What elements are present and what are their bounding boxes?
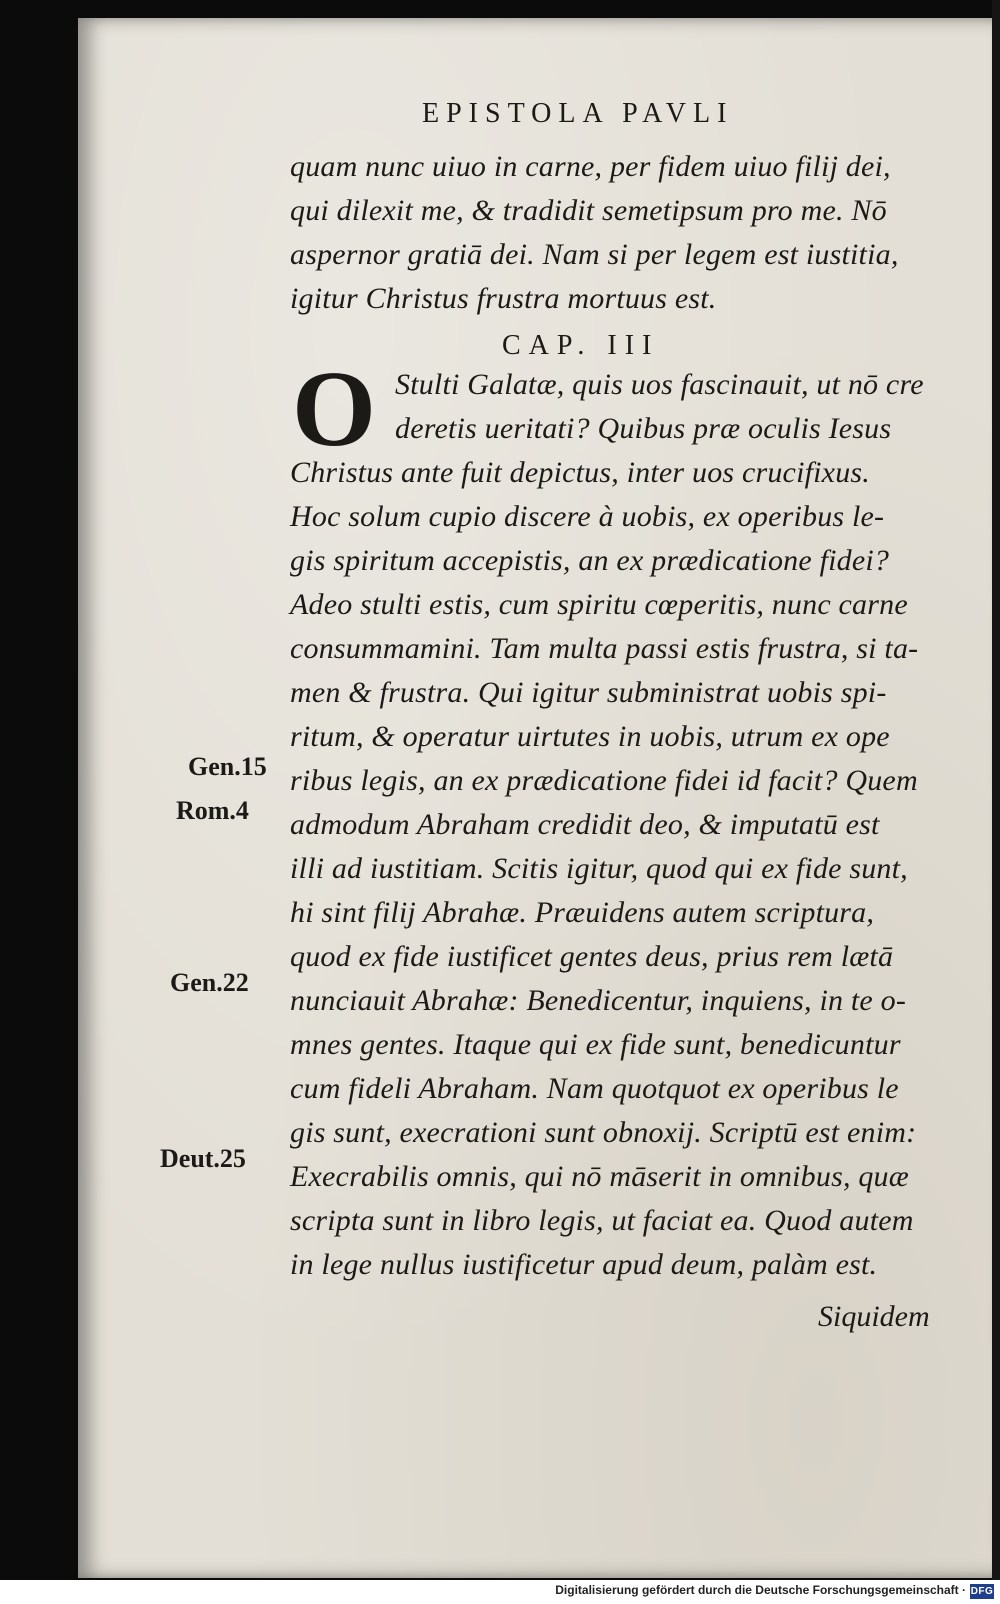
text-line: scripta sunt in libro legis, ut faciat ea. Quod autem (290, 1204, 914, 1237)
dfg-logo-icon: DFG (970, 1586, 994, 1597)
text-line: hi sint filij Abrahæ. Præuidens autem scriptura, (290, 896, 875, 929)
text-line: Adeo stulti estis, cum spiritu cœperitis, nunc carne (290, 588, 908, 621)
chapter-heading: CAP. III (502, 330, 660, 361)
footer-credit: Digitalisierung gefördert durch die Deutsche Forschungsgemeinschaft · (555, 1583, 966, 1597)
text-line: ribus legis, an ex prædicatione fidei id facit? Quem (290, 764, 918, 797)
text-line: Hoc solum cupio discere à uobis, ex operibus le- (290, 500, 885, 533)
text-line: men & frustra. Qui igitur subministrat uobis spi- (290, 676, 887, 709)
text-line: ritum, & operatur uirtutes in uobis, utrum ex ope (290, 720, 890, 753)
text-line: in lege nullus iustificetur apud deum, palàm est. (290, 1248, 878, 1281)
text-line: quod ex fide iustificet gentes deus, prius rem lætā (290, 940, 894, 973)
footer-bar (0, 1580, 1000, 1604)
text-line: gis sunt, execrationi sunt obnoxij. Scriptū est enim: (290, 1116, 917, 1149)
text-line: Stulti Galatæ, quis uos fascinauit, ut nō cre (395, 368, 924, 401)
text-line: illi ad iustitiam. Scitis igitur, quod qui ex fide sunt, (290, 852, 908, 885)
margin-note-gen22: Gen.22 (170, 968, 249, 997)
text-line: nunciauit Abrahæ: Benedicentur, inquiens, in te o- (290, 984, 907, 1017)
text-line: Christus ante fuit depictus, inter uos crucifixus. (290, 456, 870, 489)
page-edge-shadow (992, 0, 1000, 1580)
margin-note-gen15: Gen.15 (188, 752, 267, 781)
text-line: mnes gentes. Itaque qui ex fide sunt, benedicuntur (290, 1028, 901, 1061)
text-line: gis spiritum accepistis, an ex prædicatione fidei? (290, 544, 890, 577)
text-line: aspernor gratiā dei. Nam si per legem est iustitia, (290, 238, 899, 271)
text-line: igitur Christus frustra mortuus est. (290, 282, 717, 315)
text-line: admodum Abraham credidit deo, & imputatū est (290, 808, 880, 841)
margin-note-deut25: Deut.25 (160, 1144, 246, 1173)
catchword: Siquidem (818, 1300, 930, 1333)
running-head: EPISTOLA PAVLI (422, 98, 734, 129)
text-line: consummamini. Tam multa passi estis frustra, si ta- (290, 632, 919, 665)
text-line: deretis ueritati? Quibus præ oculis Iesus (395, 412, 892, 445)
margin-note-rom4: Rom.4 (176, 796, 249, 825)
text-line: Execrabilis omnis, qui nō māserit in omnibus, quæ (290, 1160, 909, 1193)
text-line: qui dilexit me, & tradidit semetipsum pro me. Nō (290, 194, 887, 227)
text-line: cum fideli Abraham. Nam quotquot ex operibus le (290, 1072, 899, 1105)
text-line: quam nunc uiuo in carne, per fidem uiuo filij dei, (290, 150, 891, 183)
drop-cap: O (292, 350, 377, 469)
